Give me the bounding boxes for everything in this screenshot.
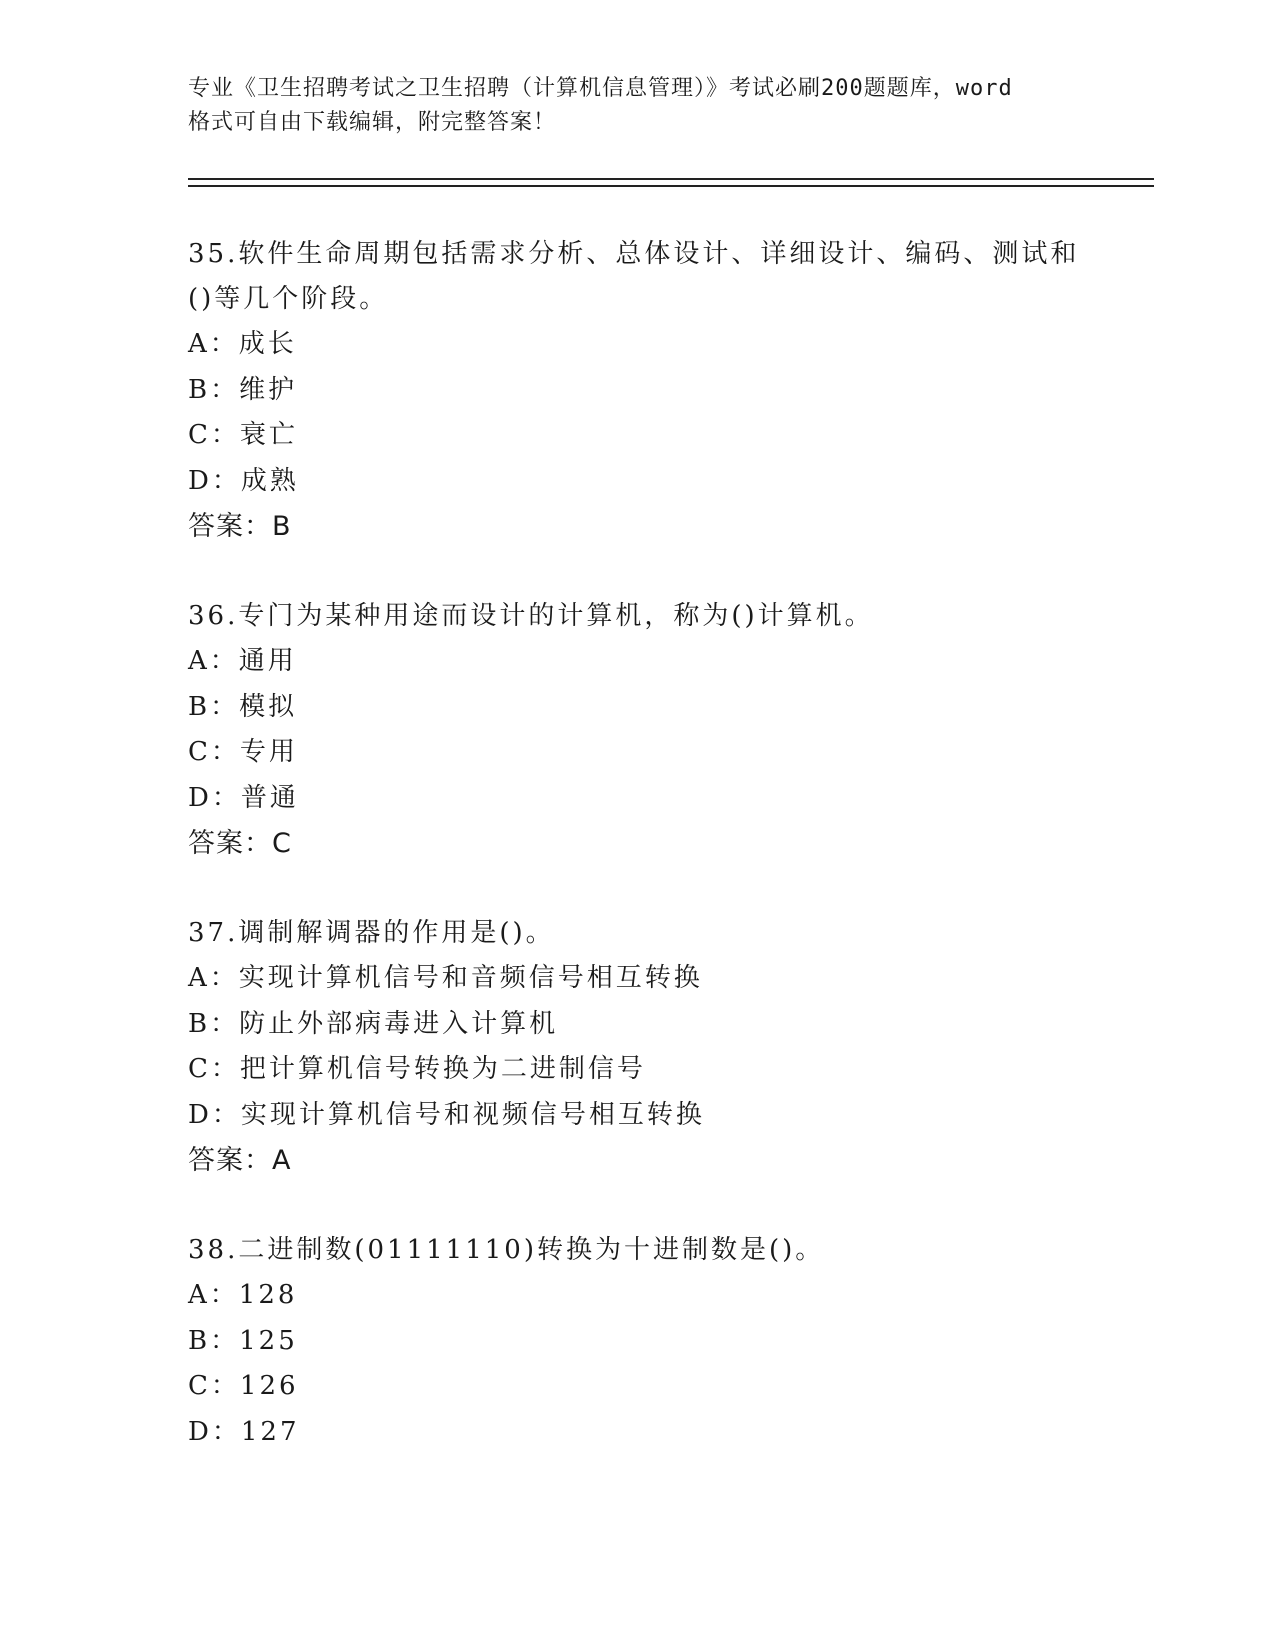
header-line-2: 格式可自由下载编辑，附完整答案！ [188, 110, 557, 135]
question-block [188, 1228, 1108, 1455]
option-key: D： [188, 782, 241, 813]
option-text: 维护 [239, 374, 298, 405]
option-text: 模拟 [239, 691, 298, 722]
option-text: 125 [239, 1325, 298, 1356]
answer-option [188, 322, 1108, 368]
option-text: 实现计算机信号和视频信号相互转换 [240, 1099, 705, 1130]
option-key: D： [188, 1099, 241, 1130]
option-key: C： [188, 1371, 240, 1401]
question-list [188, 232, 1108, 1499]
rule-top [188, 178, 1154, 180]
answer-option [188, 1410, 1108, 1456]
question-block [188, 911, 1108, 1184]
option-key: B： [188, 1008, 240, 1039]
option-key: D： [188, 465, 241, 496]
option-key: A： [188, 646, 239, 676]
option-key: D： [188, 1416, 241, 1447]
option-key: A： [188, 963, 239, 993]
option-text: 实现计算机信号和音频信号相互转换 [238, 963, 703, 993]
option-key: C： [188, 1054, 240, 1084]
option-text: 127 [240, 1416, 300, 1447]
question-stem-line: 38.二进制数(01111110)转换为十进制数是()。 [188, 1235, 825, 1265]
option-text: 普通 [240, 782, 299, 813]
option-text: 防止外部病毒进入计算机 [239, 1008, 559, 1039]
answer-option [188, 1364, 1108, 1410]
answer-key: 答案：A [188, 1145, 292, 1176]
question-block [188, 594, 1108, 867]
option-key: A： [188, 1280, 239, 1310]
answer-option [188, 1093, 1108, 1139]
answer-option [188, 730, 1108, 776]
option-key: A： [188, 329, 239, 359]
option-text: 通用 [238, 646, 297, 676]
option-text: 专用 [239, 737, 298, 767]
answer-key: 答案：C [188, 828, 292, 859]
answer-option [188, 413, 1108, 459]
option-key: B： [188, 1325, 240, 1356]
answer-option [188, 1047, 1108, 1093]
question-stem [188, 594, 1108, 639]
option-text: 126 [239, 1371, 299, 1401]
option-text: 128 [238, 1280, 298, 1310]
question-stem-line: ()等几个阶段。 [188, 284, 389, 314]
question-block [188, 232, 1108, 550]
answer-option [188, 459, 1108, 505]
option-text: 把计算机信号转换为二进制信号 [239, 1054, 646, 1084]
option-key: B： [188, 374, 240, 405]
answer-option [188, 368, 1108, 414]
answer-option [188, 1319, 1108, 1365]
header-double-rule [188, 178, 1154, 187]
answer-key: 答案：B [188, 511, 292, 542]
option-key: B： [188, 691, 240, 722]
option-text: 成熟 [240, 465, 299, 496]
option-text: 成长 [238, 329, 297, 359]
header-line-1: 专业《卫生招聘考试之卫生招聘（计算机信息管理）》考试必刷200题题库，word [188, 76, 1013, 101]
answer-option [188, 1273, 1108, 1319]
question-stem [188, 911, 1108, 956]
rule-bottom [188, 185, 1154, 187]
answer-option [188, 1002, 1108, 1048]
answer-option [188, 685, 1108, 731]
question-stem [188, 232, 1108, 322]
option-key: C： [188, 737, 240, 767]
option-key: C： [188, 420, 240, 450]
question-stem-line: 37.调制解调器的作用是()。 [188, 918, 555, 948]
answer-option [188, 956, 1108, 1002]
option-text: 衰亡 [239, 420, 298, 450]
answer-option [188, 639, 1108, 685]
question-stem [188, 1228, 1108, 1273]
answer-option [188, 776, 1108, 822]
question-stem-line: 35.软件生命周期包括需求分析、总体设计、详细设计、编码、测试和 [188, 239, 1080, 269]
document-header [188, 72, 1088, 140]
question-stem-line: 36.专门为某种用途而设计的计算机，称为()计算机。 [188, 601, 874, 631]
